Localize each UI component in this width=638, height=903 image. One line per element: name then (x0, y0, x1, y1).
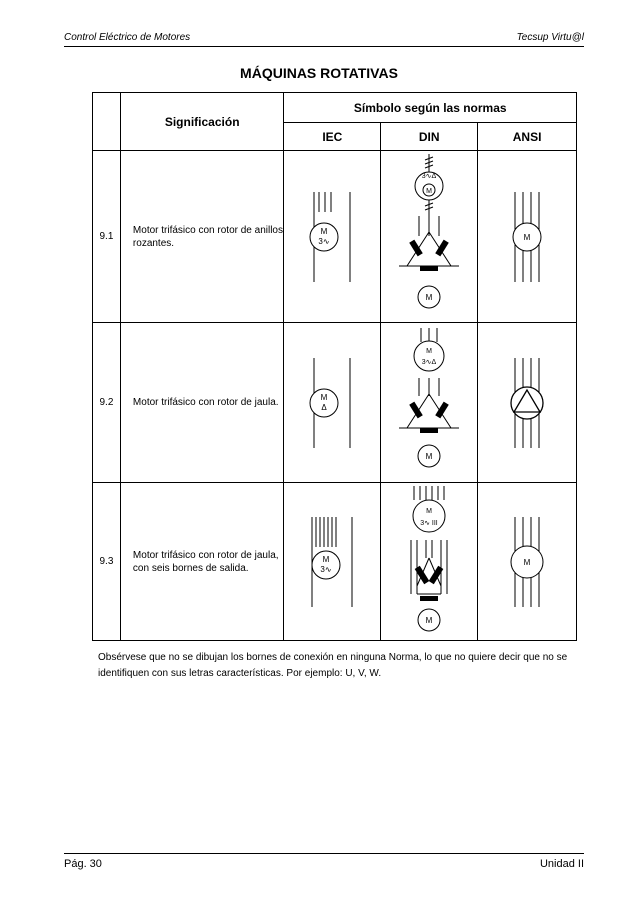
header-din: DIN (381, 123, 478, 151)
page-title: MÁQUINAS ROTATIVAS (240, 65, 398, 81)
row-description: Motor trifásico con rotor de anillos rozantes. (120, 151, 284, 323)
motor-iec-icon (302, 192, 362, 282)
page-footer (64, 853, 584, 870)
ansi-symbol (478, 151, 577, 323)
iec-symbol (284, 151, 381, 323)
din-bottom-label: M (425, 615, 433, 625)
motor-ansi-triangle-icon (497, 358, 557, 448)
row-number: 9.2 (93, 323, 121, 483)
iec-label-1: M (321, 226, 328, 236)
header-ansi: ANSI (478, 123, 577, 151)
header-simbolo: Símbolo según las normas (284, 93, 577, 123)
din-top-label-1: M (426, 507, 433, 515)
ansi-label: M (523, 557, 531, 567)
motor-ansi-icon (497, 192, 557, 282)
din-symbol (381, 483, 478, 641)
motor-ansi-icon (497, 517, 557, 607)
din-bottom-label: M (425, 293, 433, 302)
iec-symbol (284, 323, 381, 483)
din-top-label-2: 3∿Δ (421, 358, 437, 366)
iec-symbol (284, 483, 381, 641)
symbols-table (92, 92, 577, 641)
header-num-cell (93, 93, 121, 151)
motor-iec-icon (302, 517, 362, 607)
row-number: 9.1 (93, 151, 121, 323)
row-number: 9.3 (93, 483, 121, 641)
header-right: Tecsup Virtu@l (516, 32, 584, 43)
motor-din-icon (389, 328, 469, 478)
page-header (64, 30, 584, 47)
table-row (93, 151, 577, 323)
table-row (93, 323, 577, 483)
din-top-label-1: M (426, 347, 433, 355)
header-left: Control Eléctrico de Motores (64, 32, 191, 43)
unit-label: Unidad II (539, 858, 584, 870)
din-top-label-1: 3∿Δ (421, 173, 437, 180)
page-number: Pág. 30 (64, 858, 102, 870)
din-symbol (381, 151, 478, 323)
iec-label-2: Δ (321, 402, 328, 412)
row-description: Motor trifásico con rotor de jaula. (120, 323, 284, 483)
motor-iec-icon (302, 358, 362, 448)
ansi-label: M (523, 232, 531, 242)
header-iec: IEC (284, 123, 381, 151)
footnote: Obsérvese que no se dibujan los bornes de conexión en ninguna Norma, lo que no quiere decir que no se identifiquen con sus letras características. Por ejemplo: U, V, W. (98, 652, 568, 679)
ansi-symbol (478, 483, 577, 641)
ansi-symbol (478, 323, 577, 483)
motor-din-icon (389, 154, 469, 319)
motor-din-icon (389, 486, 469, 638)
iec-label-2: 3∿ (318, 236, 330, 246)
iec-label-1: M (321, 392, 328, 402)
din-symbol (381, 323, 478, 483)
iec-label-1: M (323, 554, 330, 564)
iec-label-2: 3∿ (320, 564, 332, 574)
din-top-label-2: M (426, 188, 433, 195)
row-description: Motor trifásico con rotor de jaula, con seis bornes de salida. (120, 483, 284, 641)
din-bottom-label: M (425, 451, 433, 461)
din-top-label-2: 3∿ III (420, 519, 438, 527)
table-row (93, 483, 577, 641)
header-significacion: Significación (120, 93, 284, 151)
